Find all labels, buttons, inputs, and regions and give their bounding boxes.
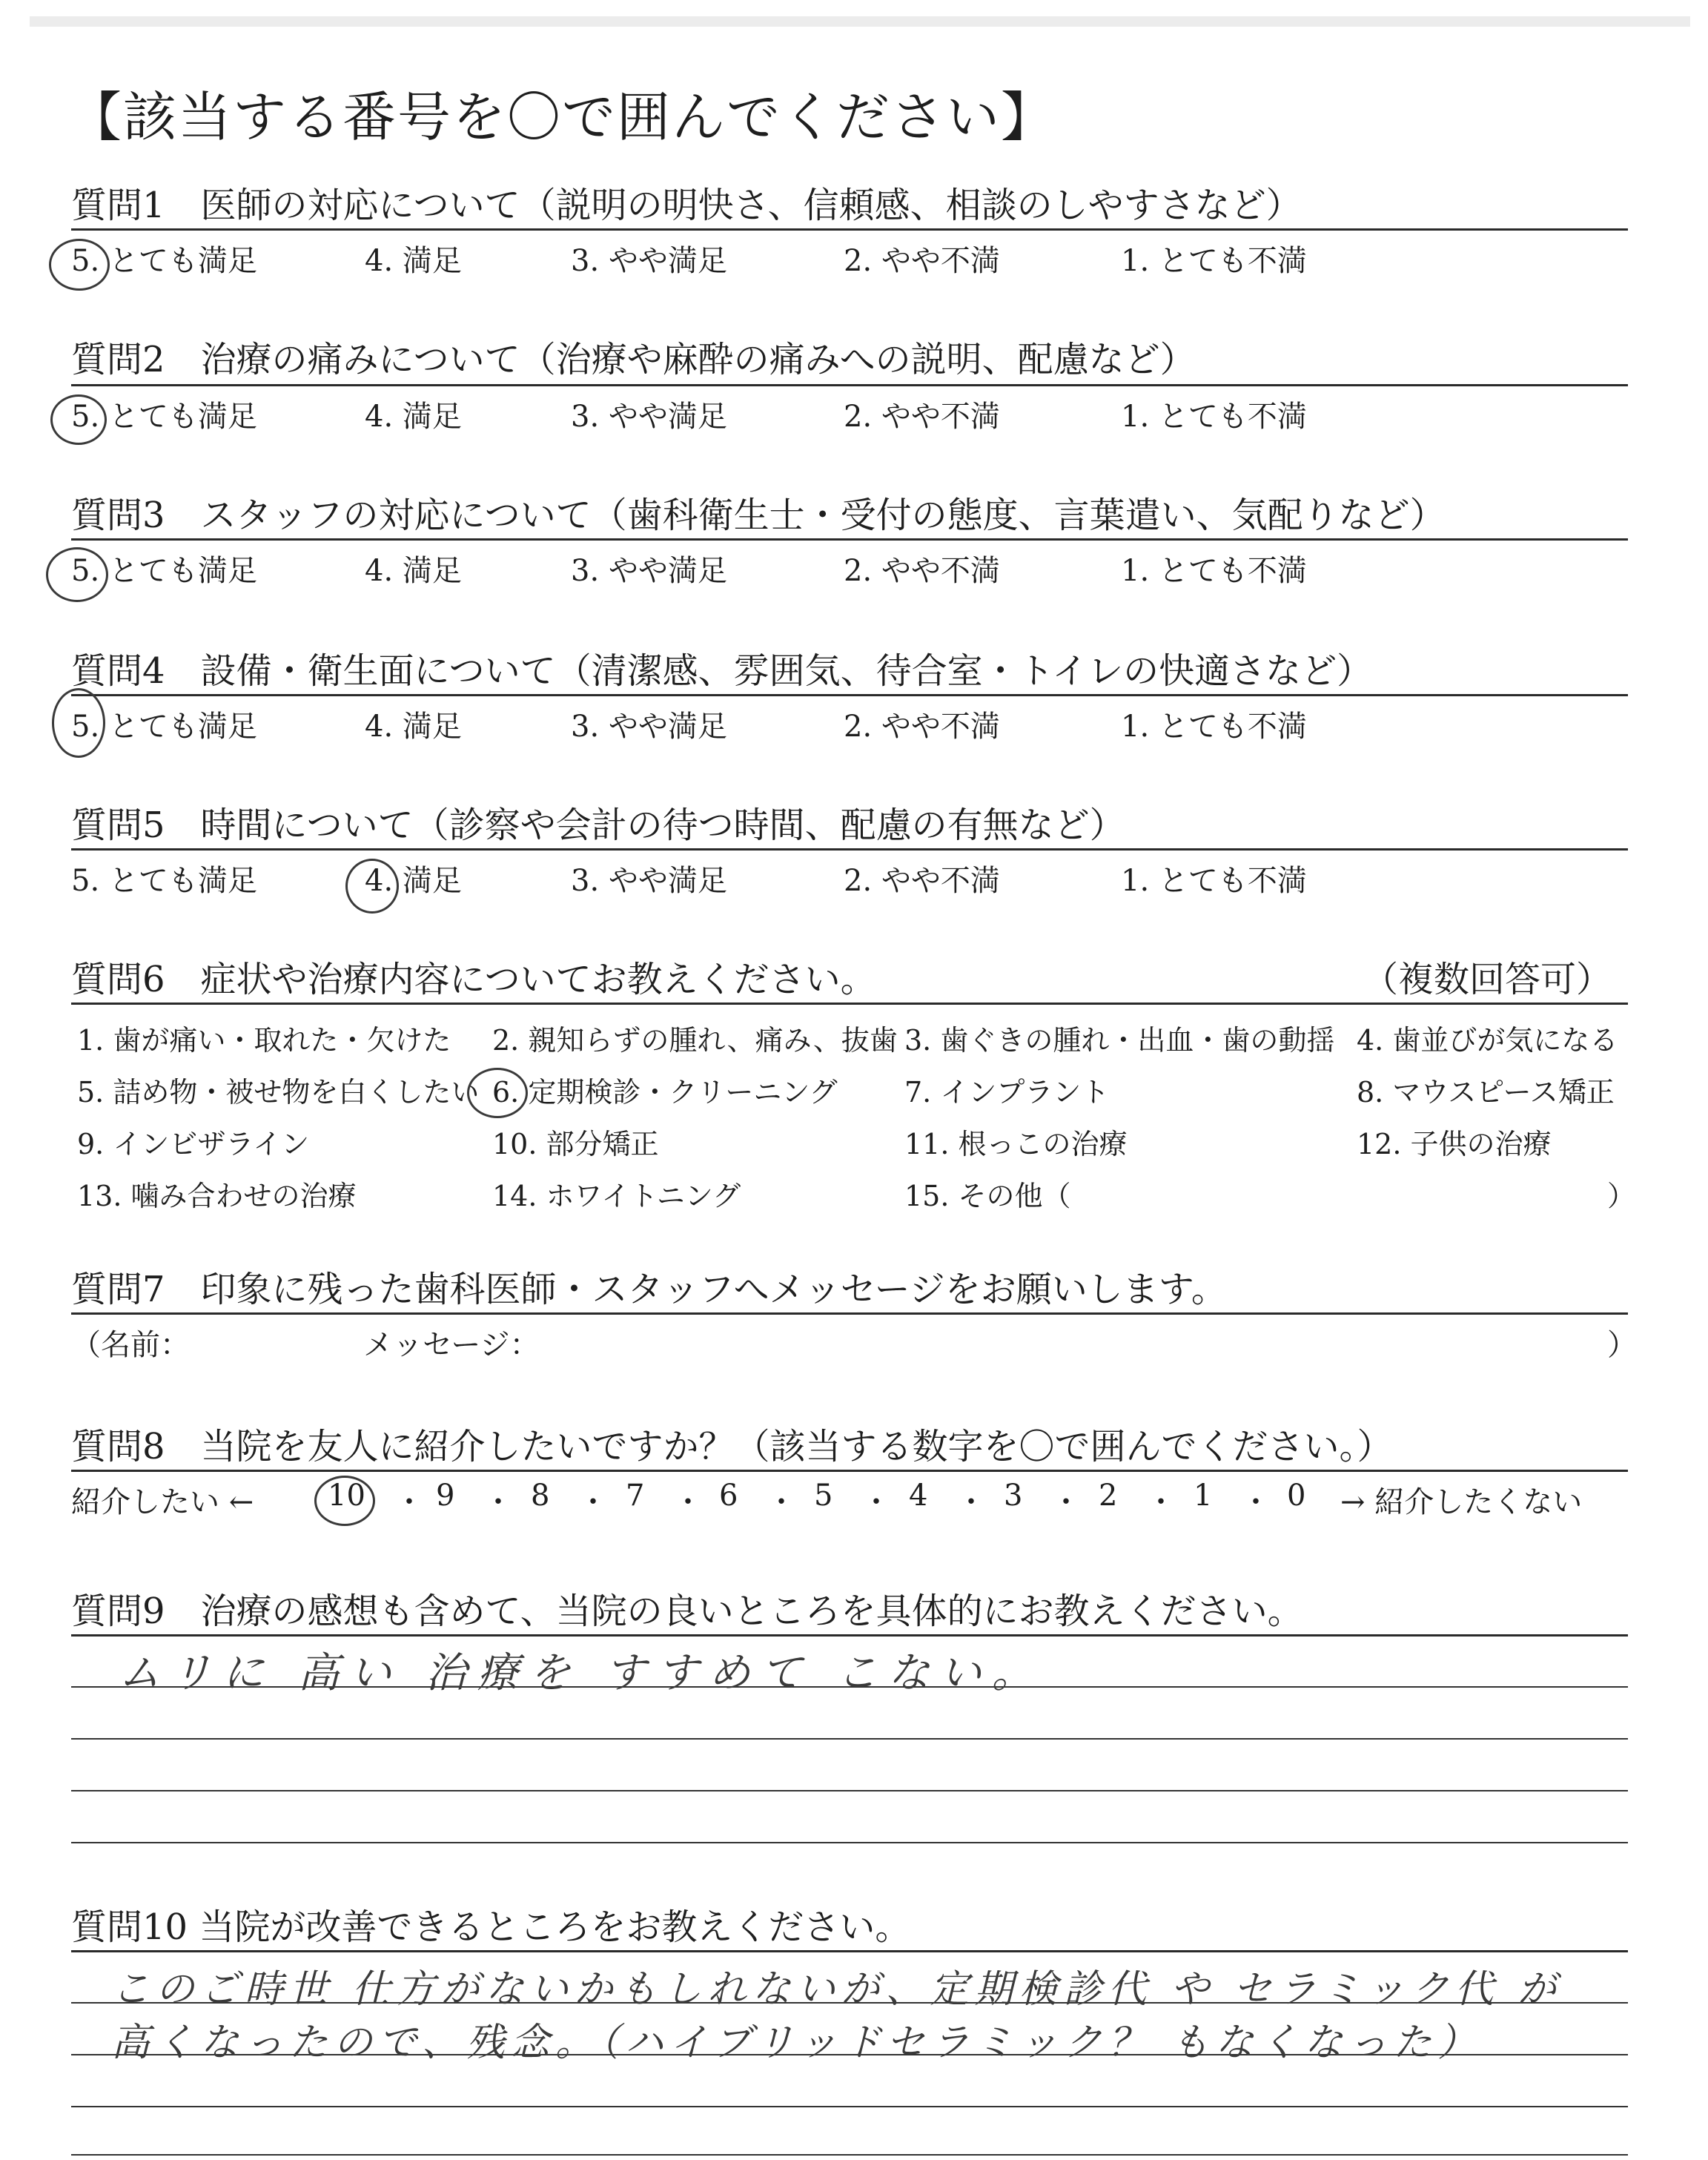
- q2-option-4[interactable]: 4. 満足: [365, 400, 462, 434]
- q8-left-label: 紹介したい ←: [71, 1485, 254, 1519]
- q6-item-7[interactable]: 7. インプラント: [904, 1076, 1110, 1109]
- question-5-rule: [71, 848, 1628, 851]
- q8-right-label: → 紹介したくない: [1340, 1485, 1583, 1519]
- q6-item-2[interactable]: 2. 親知らずの腫れ、痛み、抜歯: [492, 1024, 898, 1057]
- q8-scale-5[interactable]: 5: [814, 1479, 833, 1513]
- q5-option-2[interactable]: 2. やや不満: [844, 864, 1000, 898]
- q2-option-5[interactable]: 5. とても満足: [71, 400, 257, 434]
- q7-message-label: メッセージ：: [363, 1328, 540, 1362]
- q10-answer-line-4: [71, 2154, 1628, 2156]
- q5-option-4[interactable]: 4. 満足: [365, 864, 462, 898]
- q3-option-5[interactable]: 5. とても満足: [71, 554, 257, 588]
- q6-selection-circle: [467, 1068, 528, 1118]
- q3-selection-circle: [46, 547, 108, 602]
- q7-name-label: （名前：: [71, 1328, 190, 1362]
- q1-option-5[interactable]: 5. とても満足: [71, 244, 257, 278]
- q6-item-12[interactable]: 12. 子供の治療: [1357, 1128, 1552, 1160]
- q4-selection-circle: [52, 688, 105, 758]
- q5-option-5[interactable]: 5. とても満足: [71, 864, 257, 898]
- question-6-title: 質問6 症状や治療内容についてお教えください。: [71, 959, 876, 1000]
- q8-scale-10[interactable]: 10: [328, 1479, 365, 1513]
- question-4-title: 質問4 設備・衛生面について（清潔感、雰囲気、待合室・トイレの快適さなど）: [71, 650, 1373, 692]
- q6-item-13[interactable]: 13. 噛み合わせの治療: [77, 1180, 357, 1212]
- q8-scale-6[interactable]: 6: [719, 1479, 738, 1513]
- question-7-title: 質問7 印象に残った歯科医師・スタッフへメッセージをお願いします。: [71, 1269, 1227, 1310]
- q7-close-paren: ）: [1607, 1328, 1637, 1362]
- scan-edge: [30, 16, 1690, 27]
- q6-item-9[interactable]: 9. インビザライン: [77, 1128, 310, 1160]
- question-8-rule: [71, 1470, 1628, 1472]
- question-3-rule: [71, 538, 1628, 541]
- q8-selection-circle: [314, 1476, 375, 1526]
- question-6-note: （複数回答可）: [1363, 959, 1612, 1000]
- question-10-rule: [71, 1950, 1628, 1952]
- q9-handwritten-answer: ムリに 高い 治療を すすめて こない。: [119, 1649, 1044, 1697]
- question-1-title: 質問1 医師の対応について（説明の明快さ、信頼感、相談のしやすさなど）: [71, 185, 1302, 226]
- question-9-title: 質問9 治療の感想も含めて、当院の良いところを具体的にお教えください。: [71, 1591, 1303, 1632]
- q5-selection-circle: [345, 859, 399, 914]
- q8-scale-4[interactable]: 4: [909, 1479, 928, 1513]
- q3-option-1[interactable]: 1. とても不満: [1121, 554, 1307, 588]
- q1-selection-circle: [49, 239, 110, 291]
- question-2-rule: [71, 384, 1628, 386]
- q6-item-3[interactable]: 3. 歯ぐきの腫れ・出血・歯の動揺: [904, 1024, 1335, 1057]
- q1-option-1[interactable]: 1. とても不満: [1121, 244, 1307, 278]
- q3-option-4[interactable]: 4. 満足: [365, 554, 462, 588]
- q4-option-1[interactable]: 1. とても不満: [1121, 710, 1307, 744]
- q6-item-4[interactable]: 4. 歯並びが気になる: [1357, 1024, 1618, 1057]
- q10-handwritten-answer-line-1: このご時世 仕方がないかもしれないが、定期検診代 や セラミック代 が: [111, 1967, 1563, 2012]
- q5-option-1[interactable]: 1. とても不満: [1121, 864, 1307, 898]
- q8-scale-0[interactable]: 0: [1287, 1479, 1306, 1513]
- q9-answer-line-4: [71, 1842, 1628, 1843]
- question-4-rule: [71, 694, 1628, 696]
- q6-item-8[interactable]: 8. マウスピース矯正: [1357, 1076, 1615, 1109]
- q1-option-4[interactable]: 4. 満足: [365, 244, 462, 278]
- question-7-rule: [71, 1312, 1628, 1315]
- q5-option-3[interactable]: 3. やや満足: [571, 864, 727, 898]
- q4-option-4[interactable]: 4. 満足: [365, 710, 462, 744]
- q6-other-close-paren: ）: [1607, 1180, 1636, 1212]
- question-9-rule: [71, 1634, 1628, 1636]
- q10-handwritten-answer-line-2: 高くなったので、残念。（ハイブリッドセラミック？ もなくなった）: [111, 2021, 1483, 2065]
- q8-scale-9[interactable]: 9: [436, 1479, 455, 1513]
- question-2-title: 質問2 治療の痛みについて（治療や麻酔の痛みへの説明、配慮など）: [71, 339, 1196, 380]
- q2-option-1[interactable]: 1. とても不満: [1121, 400, 1307, 434]
- question-5-title: 質問5 時間について（診察や会計の待つ時間、配慮の有無など）: [71, 805, 1125, 846]
- q4-option-3[interactable]: 3. やや満足: [571, 710, 727, 744]
- q6-item-15[interactable]: 15. その他（: [904, 1180, 1071, 1212]
- q8-scale-8[interactable]: 8: [531, 1479, 550, 1513]
- question-3-title: 質問3 スタッフの対応について（歯科衛生士・受付の態度、言葉遣い、気配りなど）: [71, 495, 1446, 536]
- question-8-title: 質問8 当院を友人に紹介したいですか？（該当する数字を〇で囲んでください。）: [71, 1426, 1393, 1467]
- q6-item-5[interactable]: 5. 詰め物・被せ物を白くしたい: [77, 1076, 480, 1109]
- q6-item-10[interactable]: 10. 部分矯正: [492, 1128, 659, 1160]
- q6-item-11[interactable]: 11. 根っこの治療: [904, 1128, 1128, 1160]
- q6-item-6[interactable]: 6. 定期検診・クリーニング: [492, 1076, 838, 1109]
- q1-option-3[interactable]: 3. やや満足: [571, 244, 727, 278]
- q8-scale-3[interactable]: 3: [1004, 1479, 1023, 1513]
- q9-answer-line-3: [71, 1790, 1628, 1791]
- q6-item-14[interactable]: 14. ホワイトニング: [492, 1180, 741, 1212]
- q8-scale-2[interactable]: 2: [1099, 1479, 1118, 1513]
- q6-item-1[interactable]: 1. 歯が痛い・取れた・欠けた: [77, 1024, 451, 1057]
- q3-option-2[interactable]: 2. やや不満: [844, 554, 1000, 588]
- q4-option-5[interactable]: 5. とても満足: [71, 710, 257, 744]
- q9-answer-line-2: [71, 1738, 1628, 1740]
- q10-answer-line-3: [71, 2106, 1628, 2107]
- question-1-rule: [71, 228, 1628, 231]
- q2-selection-circle: [50, 394, 107, 445]
- question-10-title: 質問10 当院が改善できるところをお教えください。: [71, 1906, 911, 1948]
- q8-scale-7[interactable]: 7: [626, 1479, 645, 1513]
- q4-option-2[interactable]: 2. やや不満: [844, 710, 1000, 744]
- q2-option-3[interactable]: 3. やや満足: [571, 400, 727, 434]
- form-heading: 【該当する番号を〇で囲んでください】: [68, 86, 1056, 148]
- q8-scale-1[interactable]: 1: [1194, 1479, 1213, 1513]
- q1-option-2[interactable]: 2. やや不満: [844, 244, 1000, 278]
- q2-option-2[interactable]: 2. やや不満: [844, 400, 1000, 434]
- question-6-rule: [71, 1003, 1628, 1005]
- q3-option-3[interactable]: 3. やや満足: [571, 554, 727, 588]
